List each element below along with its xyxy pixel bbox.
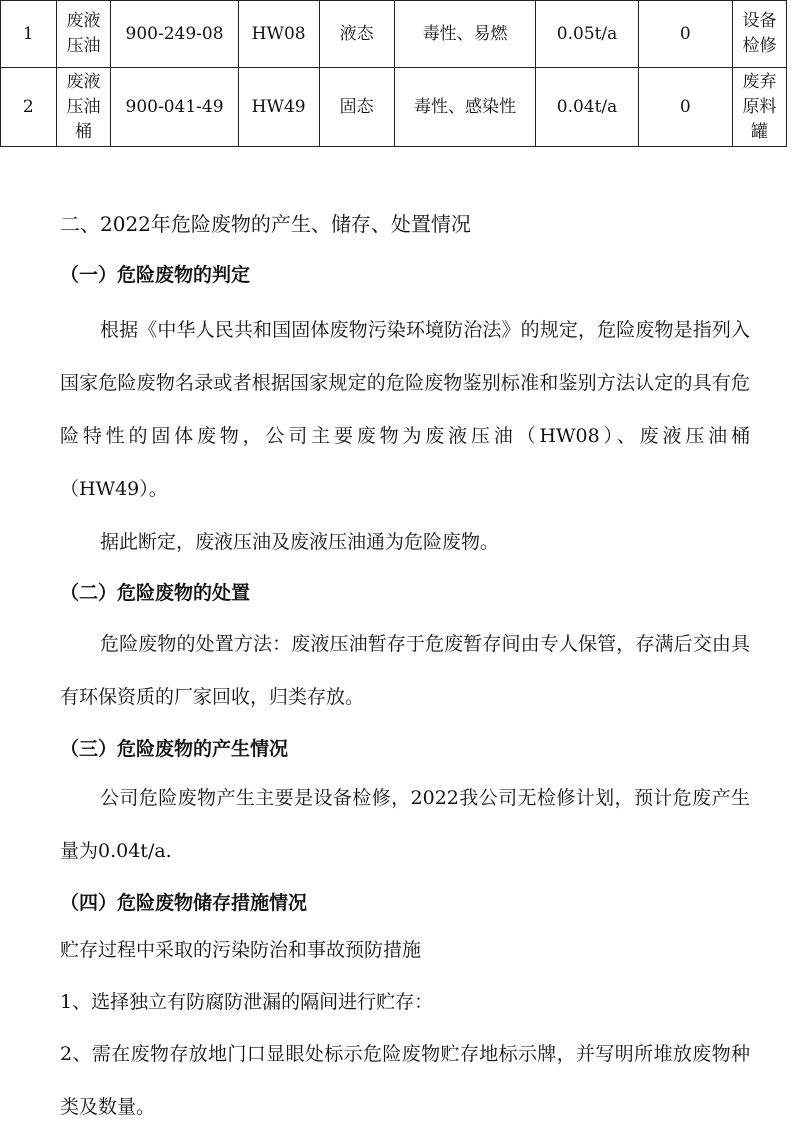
row-number: 2	[1, 68, 57, 147]
waste-category: HW49	[238, 68, 319, 147]
waste-code: 900-249-08	[111, 1, 238, 68]
measure-item-1: 1、选择独立有防腐防泄漏的隔间进行贮存：	[60, 991, 434, 1013]
waste-code: 900-041-49	[111, 68, 238, 147]
paragraph-4: 公司危险废物产生主要是设备检修，2022我公司无检修计划，预计危废产生量为0.04t/a.	[60, 787, 750, 862]
waste-stock: 0	[638, 68, 732, 147]
paragraph-3: 危险废物的处置方法：废液压油暂存于危废暂存间由专人保管，存满后交由具有环保资质的厂家回收，归类存放。	[60, 633, 750, 708]
waste-amount: 0.04t/a	[536, 68, 638, 147]
paragraph-2: 据此断定，废液压油及废液压油通为危险废物。	[100, 531, 500, 553]
measure-item-2: 2、需在废物存放地门口显眼处标示危险废物贮存地标示牌，并写明所堆放废物种类及数量。	[60, 1043, 750, 1118]
waste-name: 废液压油桶	[56, 68, 111, 147]
subsection-title-1: （一）危险废物的判定	[60, 264, 251, 286]
section-title: 二、2022年危险废物的产生、储存、处置情况	[60, 212, 471, 236]
waste-form: 固态	[319, 68, 394, 147]
measures-intro: 贮存过程中采取的污染防治和事故预防措施	[60, 939, 422, 961]
row-number: 1	[1, 1, 57, 68]
subsection-title-2: （二）危险废物的处置	[60, 582, 251, 604]
paragraph-1: 根据《中华人民共和国固体废物污染环境防治法》的规定，危险废物是指列入国家危险废物名录或者根据国家规定的危险废物鉴别标准和鉴别方法认定的具有危险特性的固体废物，公司主要废物为废液压油（HW08）、废液压油桶（HW49）。	[60, 319, 750, 500]
waste-category: HW08	[238, 1, 319, 68]
waste-stock: 0	[638, 1, 732, 68]
waste-source: 设备检修	[732, 1, 786, 68]
waste-form: 液态	[319, 1, 394, 68]
waste-name: 废液压油	[56, 1, 111, 68]
subsection-title-3: （三）危险废物的产生情况	[60, 738, 289, 760]
subsection-title-4: （四）危险废物储存措施情况	[60, 892, 308, 914]
hazardous-waste-table	[0, 0, 787, 147]
table-row	[1, 68, 787, 147]
waste-amount: 0.05t/a	[536, 1, 638, 68]
table-row	[1, 1, 787, 68]
waste-source: 废弃原料罐	[732, 68, 786, 147]
waste-hazard: 毒性、易燃	[394, 1, 536, 68]
waste-hazard: 毒性、感染性	[394, 68, 536, 147]
